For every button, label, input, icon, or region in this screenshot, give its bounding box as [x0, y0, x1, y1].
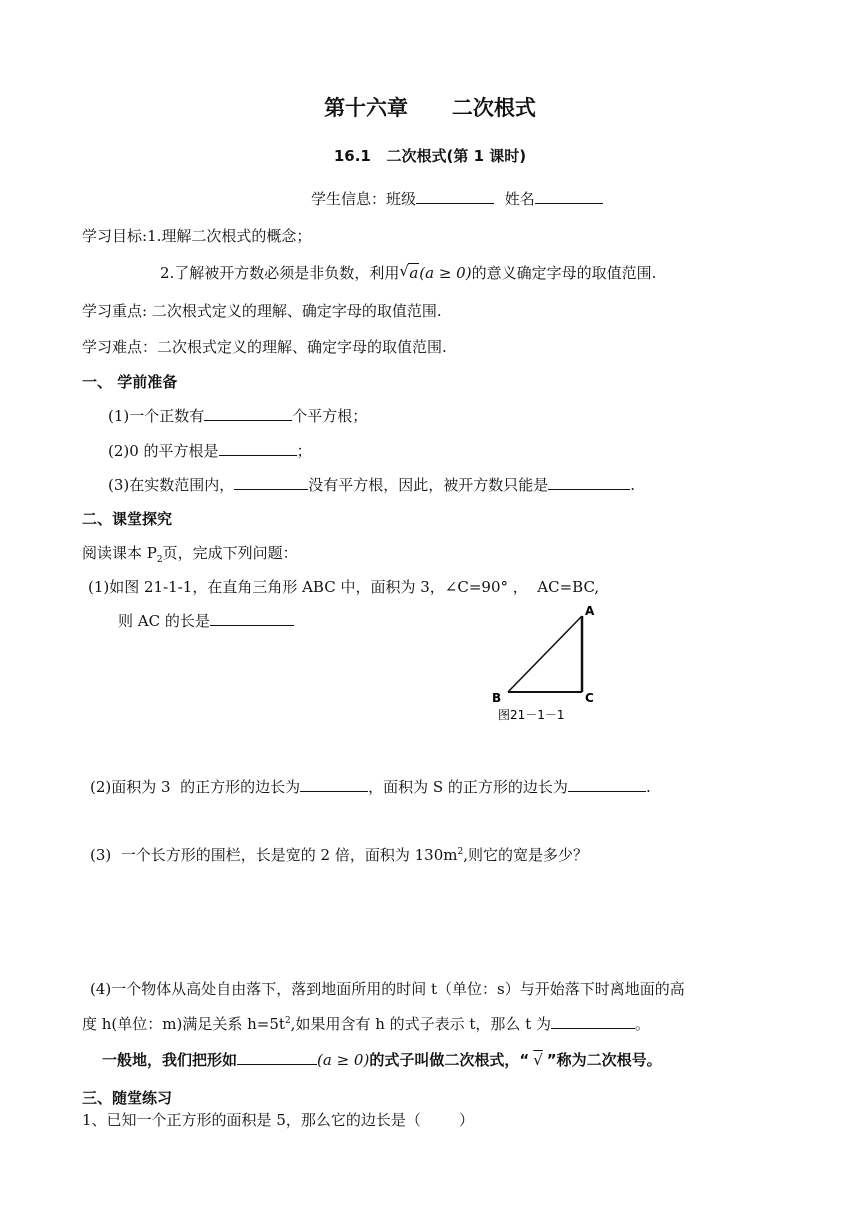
figure-caption: 图21－1－1 — [498, 708, 565, 722]
intro-sub: 2 — [156, 555, 163, 565]
objective-2-suffix: 的意义确定字母的取值范围. — [471, 264, 657, 282]
def-suffix: ”称为二次根号。 — [546, 1051, 662, 1069]
section2-q3 — [90, 844, 588, 865]
q2-suffix: ； — [296, 442, 312, 460]
q4-sup: 2 — [284, 1016, 291, 1026]
student-info — [311, 188, 603, 209]
label-a: A — [585, 604, 595, 618]
section1-q2 — [108, 440, 312, 461]
section1-q3 — [108, 474, 635, 495]
section1-q1 — [108, 405, 367, 426]
triangle-figure — [486, 598, 616, 728]
objective-2-condition: (a ≥ 0) — [419, 264, 472, 282]
t-expression-blank[interactable] — [551, 1014, 635, 1029]
definition-blank[interactable] — [237, 1050, 317, 1065]
objectives-line2 — [160, 262, 656, 283]
section2-q1-line2 — [118, 610, 294, 631]
section3-heading: 三、随堂练习 — [82, 1089, 173, 1107]
ac-length-blank[interactable] — [210, 611, 294, 626]
class-blank[interactable] — [416, 189, 494, 204]
lesson-subtitle: 16.1 二次根式(第 1 课时) — [333, 147, 527, 165]
q2-suffix-2: . — [645, 778, 651, 796]
q2-prefix-2: (2)面积为 3 的正方形的边长为 — [90, 778, 301, 796]
q2-prefix: (2)0 的平方根是 — [108, 442, 219, 460]
intro-suffix: 页，完成下列问题： — [162, 544, 298, 562]
intro-prefix: 阅读课本 P — [82, 544, 157, 562]
q3-suffix-2: ,则它的宽是多少？ — [463, 846, 589, 864]
section2-intro — [82, 542, 298, 565]
section3-q1: 1、已知一个正方形的面积是 5，那么它的边长是（ ） — [82, 1111, 475, 1129]
q1-blank[interactable] — [204, 406, 292, 421]
q4-mid: ,如果用含有 h 的式子表示 t，那么 t 为 — [290, 1015, 551, 1033]
q3-mid: 没有平方根，因此，被开方数只能是 — [308, 476, 549, 494]
difficulty: 学习难点：二次根式定义的理解、确定字母的取值范围. — [82, 338, 447, 356]
q4-suffix: 。 — [635, 1015, 651, 1033]
objective-2-prefix: 2.了解被开方数必须是非负数，利用 — [160, 264, 400, 282]
section2-q4-line1: (4)一个物体从高处自由落下，落到地面所用的时间 t（单位：s）与开始落下时离地面的高 — [90, 980, 685, 998]
name-label: 姓名 — [504, 190, 535, 208]
q1-prefix: (1)一个正数有 — [108, 407, 205, 425]
section2-heading: 二、课堂探究 — [82, 510, 173, 528]
key-point: 学习重点: 二次根式定义的理解、确定字母的取值范围. — [82, 302, 442, 320]
section2-q2 — [90, 776, 651, 797]
square-side-blank[interactable] — [300, 777, 368, 792]
radical-symbol: √ — [533, 1051, 543, 1069]
section2-q4-line2 — [82, 1013, 650, 1034]
def-mid: 的式子叫做二次根式，“ — [369, 1051, 530, 1069]
square-s-blank[interactable] — [568, 777, 646, 792]
q3-suffix: . — [630, 476, 636, 494]
definition — [102, 1049, 662, 1070]
label-b: B — [492, 691, 502, 705]
q4-prefix: 度 h(单位：m)满足关系 h=5t — [82, 1015, 285, 1033]
q3-blank2[interactable] — [548, 475, 630, 490]
label-c: C — [585, 691, 594, 705]
q1-suffix: 个平方根； — [292, 407, 368, 425]
q2-mid-2: ，面积为 S 的正方形的边长为 — [368, 778, 568, 796]
q2-blank[interactable] — [219, 441, 297, 456]
name-blank[interactable] — [535, 189, 603, 204]
objective-1: 1.理解二次根式的概念； — [147, 227, 312, 245]
q3-prefix: (3)在实数范围内， — [108, 476, 235, 494]
section1-heading: 一、 学前准备 — [82, 373, 178, 391]
q3-prefix-2: (3) 一个长方形的围栏，长是宽的 2 倍，面积为 130m — [90, 846, 458, 864]
sqrt-expression: √ a — [399, 262, 419, 282]
q3-sup: 2 — [457, 847, 464, 857]
objectives-line1 — [82, 225, 311, 246]
q3-blank1[interactable] — [234, 475, 308, 490]
section2-q1-line1: (1)如图 21-1-1，在直角三角形 ABC 中，面积为 3，∠C=90° ， AC=BC, — [88, 578, 600, 596]
side-ab — [508, 616, 582, 692]
def-prefix: 一般地，我们把形如 — [102, 1051, 238, 1069]
objectives-label: 学习目标: — [82, 227, 148, 245]
q1-line2-text: 则 AC 的长是 — [118, 612, 210, 630]
def-condition: (a ≥ 0) — [317, 1051, 370, 1069]
class-label: 学生信息：班级 — [311, 190, 417, 208]
page-title: 第十六章 二次根式 — [324, 96, 536, 120]
